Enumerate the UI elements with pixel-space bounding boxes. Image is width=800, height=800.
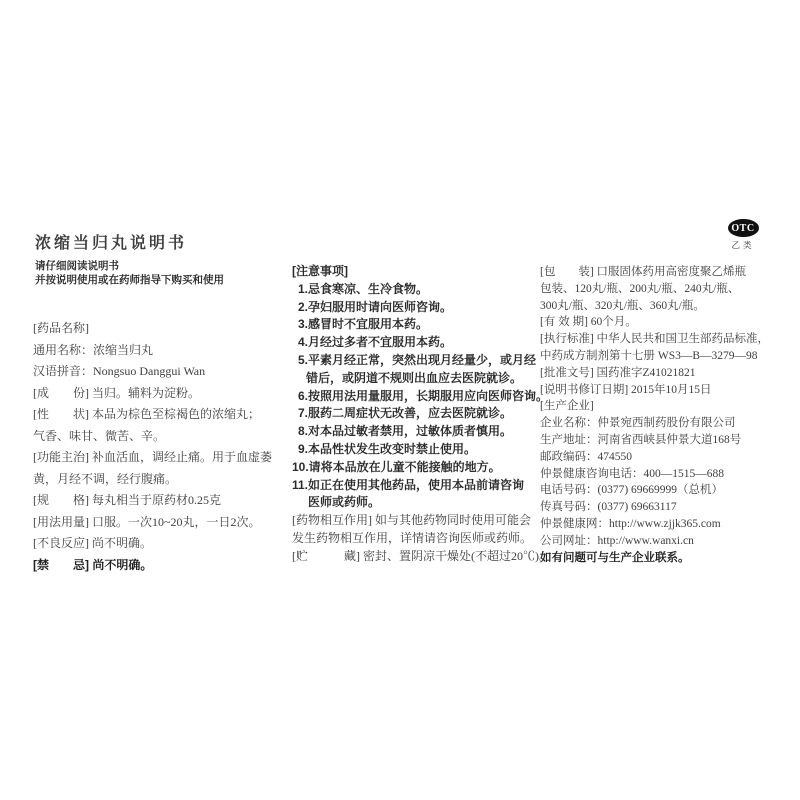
text-line: 3.感冒时不宜服用本药。 [298,317,429,332]
text-line: [贮 藏] 密封、置阴凉干燥处(不超过20℃)。 [292,548,551,563]
usage-notice-line1: 请仔细阅读说明书 [35,260,119,272]
text-line: [包 装] 口服固体药用高密度聚乙烯瓶 [540,266,747,278]
text-line: 9.本品性状发生改变时禁止使用。 [298,441,477,456]
drug-info-column [33,318,289,576]
otc-badge [726,219,760,251]
text-line: [性 状] 本品为棕色至棕褐色的浓缩丸； [33,407,260,421]
text-line: 汉语拼音：Nongsuo Danggui Wan [33,364,206,378]
text-line: [说明书修订日期] 2015年10月15日 [540,383,712,396]
text-line: 气香、味甘、微苦、辛。 [33,428,166,443]
text-line: [用法用量] 口服。一次10~20丸，一日2次。 [33,514,261,529]
otc-icon [728,219,759,237]
text-line: [不良反应] 尚不明确。 [33,536,152,550]
text-line: 中药成方制剂第十七册 WS3—B—3279—98 [540,349,758,362]
text-line: [药品名称] [33,321,89,335]
text-line: 包装、120丸/瓶、200丸/瓶、240丸/瓶、 [540,282,740,295]
otc-label: OTC [731,222,755,234]
text-line: 5.平素月经正常，突然出现月经量少，或月经 [298,352,537,367]
text-line: [批准文号] 国药准字Z41021821 [540,366,696,379]
text-line: [成 份] 当归。辅料为淀粉。 [33,385,200,400]
text-line: [有 效 期] 60个月。 [540,316,637,329]
text-line: [功能主治] 补血活血，调经止痛。用于血虚萎 [33,450,272,464]
page-title: 浓缩当归丸说明书 [35,235,188,252]
text-line: 邮政编码：474550 [540,450,632,463]
text-line: 仲景健康网：http://www.zjjk365.com [540,517,721,530]
text-line: 11.如正在使用其他药品，使用本品前请咨询 [292,477,525,492]
otc-class-label: 乙类 [731,240,755,250]
text-line: 生产地址：河南省西峡县仲景大道168号 [540,433,742,446]
text-line: 8.对本品过敏者禁用，过敏体质者慎用。 [298,424,513,439]
usage-notice-line2: 并按说明使用或在药师指导下购买和使用 [35,274,224,286]
text-line: 7.服药二周症状无改善，应去医院就诊。 [298,406,513,421]
text-line: 6.按照用法用量服用，长期服用应向医师咨询。 [298,388,549,403]
text-line: 如有问题可与生产企业联系。 [540,551,690,564]
text-line: 黄，月经不调，经行腹痛。 [33,471,178,486]
text-line: [禁 忌] 尚不明确。 [33,557,153,572]
text-line: 发生药物相互作用，详情请咨询医师或药师。 [292,530,533,545]
text-line: 4.月经过多者不宜服用本药。 [298,335,453,350]
text-line: 公司网址：http://www.wanxi.cn [540,534,694,547]
text-line: [规 格] 每丸相当于原药材0.25克 [33,493,221,507]
text-line: 传真号码：(0377) 69663117 [540,501,677,514]
text-line: 企业名称：仲景宛西制药股份有限公司 [540,417,736,430]
text-line: 医师或药师。 [308,495,381,510]
text-line: 电话号码：(0377) 69669999（总机） [540,484,724,497]
text-line: 1.忌食寒凉、生冷食物。 [298,281,429,296]
text-line: [执行标准] 中华人民共和国卫生部药品标准， [540,333,770,346]
text-line: [生产企业] [540,400,594,413]
text-line: 2.孕妇服用时请向医师咨询。 [298,299,453,314]
text-line: 仲景健康咨询电话：400—1515—688 [540,467,724,480]
text-line: 错后，或阴道不规则出血应去医院就诊。 [306,370,523,385]
packaging-manufacturer-column [540,264,785,566]
text-line: [药物相互作用] 如与其他药物同时使用可能会 [292,513,531,528]
text-line: 通用名称：浓缩当归丸 [33,342,154,357]
text-line: 10.请将本品放在儿童不能接触的地方。 [292,459,501,474]
text-line: [注意事项] [292,264,348,278]
usage-notice [35,259,224,287]
text-line: 300丸/瓶、320丸/瓶、360丸/瓶。 [540,299,705,312]
precautions-column [292,263,551,566]
